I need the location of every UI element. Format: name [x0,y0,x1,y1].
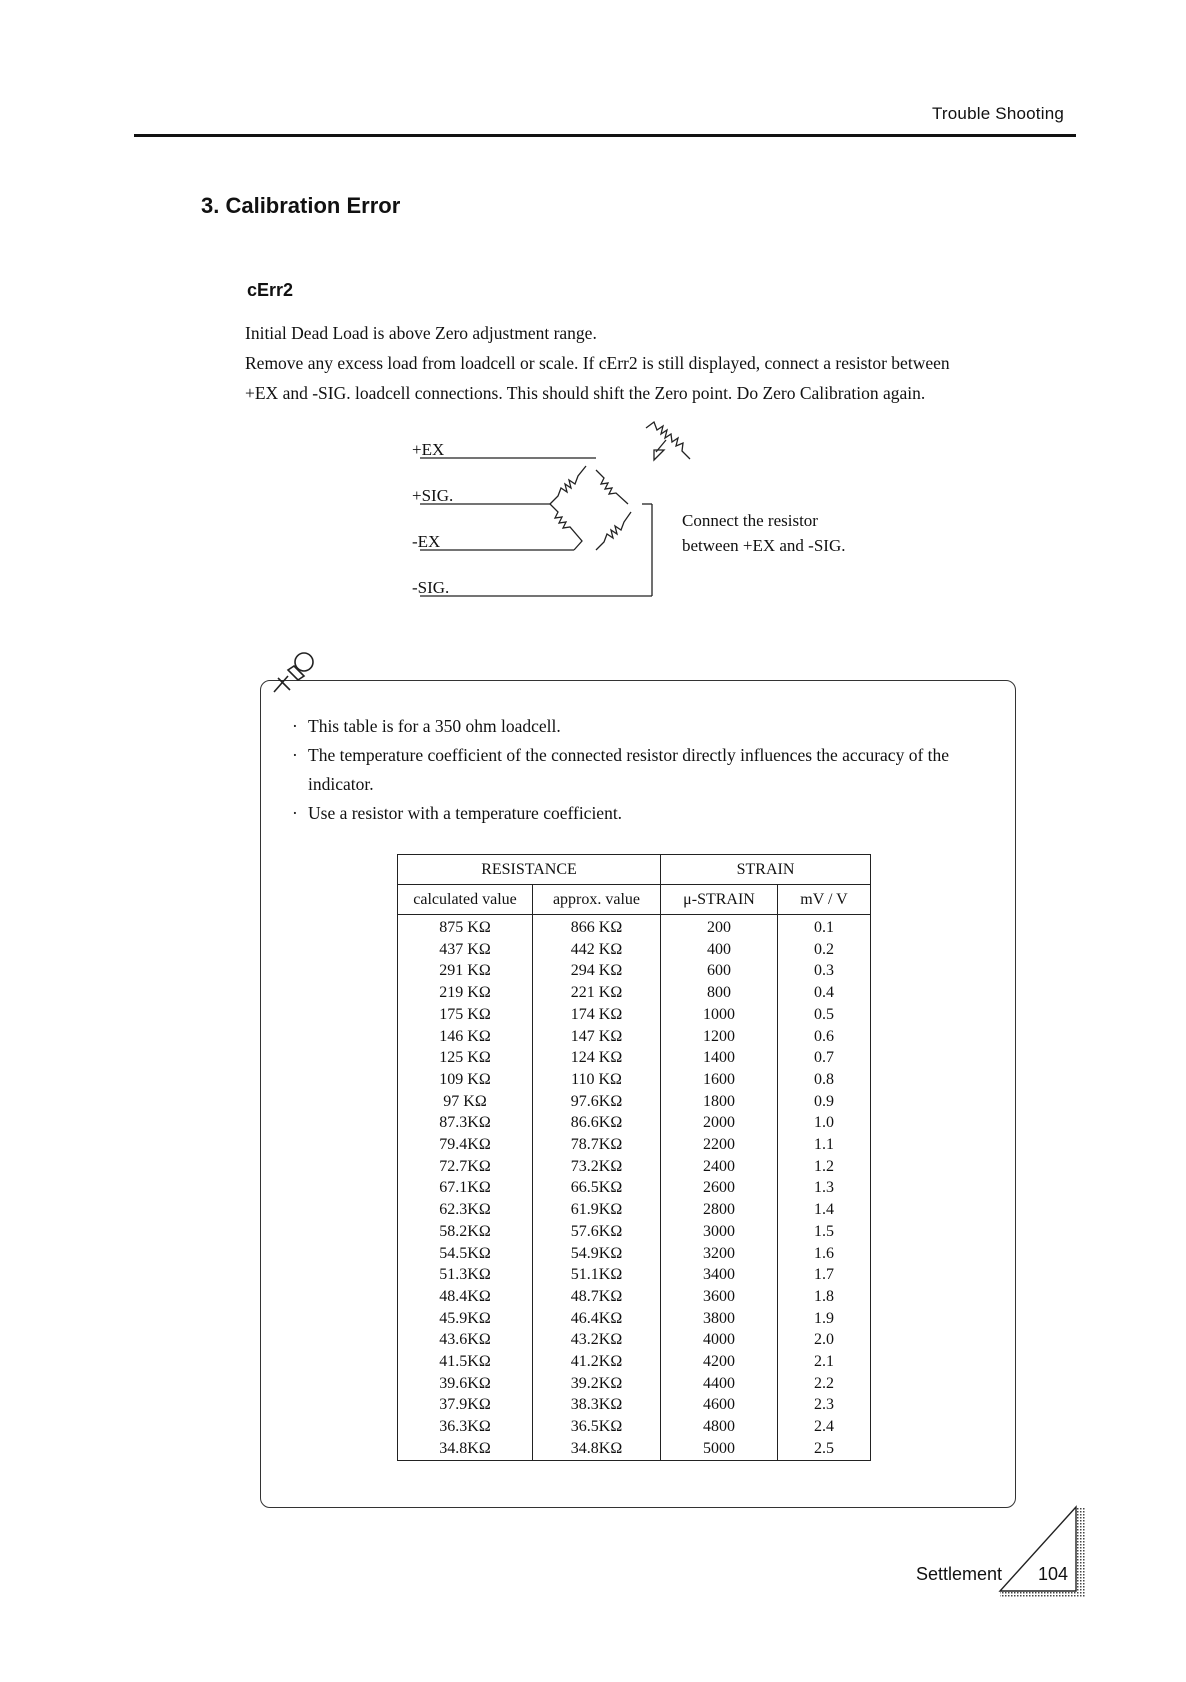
cell-micro-strain: 1600 [661,1069,778,1091]
table-row [398,960,871,982]
cell-mv-per-v: 0.1 [778,915,871,939]
column-header-calculated: calculated value [398,885,533,915]
cell-approx-value: 41.2KΩ [533,1351,661,1373]
column-header-mv-per-v: mV / V [778,885,871,915]
table-row [398,1243,871,1265]
cell-mv-per-v: 2.2 [778,1373,871,1395]
cell-calculated-value: 125 KΩ [398,1047,533,1069]
cell-approx-value: 51.1KΩ [533,1264,661,1286]
cell-calculated-value: 175 KΩ [398,1004,533,1026]
cell-micro-strain: 1400 [661,1047,778,1069]
cell-approx-value: 442 KΩ [533,939,661,961]
cell-calculated-value: 109 KΩ [398,1069,533,1091]
section-title: 3. Calibration Error [201,193,401,218]
cell-mv-per-v: 0.3 [778,960,871,982]
cell-calculated-value: 48.4KΩ [398,1286,533,1308]
external-resistor [646,422,690,459]
bridge-arm-bottom-right [596,512,631,550]
cell-micro-strain: 1800 [661,1091,778,1113]
group-header-resistance: RESISTANCE [398,855,661,885]
bridge-arm-bottom-left [550,504,582,550]
resistance-table-wrap [397,854,871,1461]
diagram-note [682,508,845,558]
note-bullets [292,712,972,828]
table-row [398,1177,871,1199]
note-bullet-1-text: This table is for a 350 ohm loadcell. [308,716,561,736]
table-row [398,982,871,1004]
cell-approx-value: 147 KΩ [533,1026,661,1048]
cell-micro-strain: 4200 [661,1351,778,1373]
table-row [398,1416,871,1438]
cell-micro-strain: 600 [661,960,778,982]
cell-mv-per-v: 0.2 [778,939,871,961]
cell-approx-value: 48.7KΩ [533,1286,661,1308]
cell-micro-strain: 3000 [661,1221,778,1243]
page-corner-triangle [996,1505,1092,1601]
cell-calculated-value: 87.3KΩ [398,1112,533,1134]
cell-approx-value: 43.2KΩ [533,1329,661,1351]
error-description [245,318,1095,408]
cell-approx-value: 110 KΩ [533,1069,661,1091]
table-row [398,1329,871,1351]
diagram-note-line-2: between +EX and -SIG. [682,536,846,555]
cell-mv-per-v: 1.6 [778,1243,871,1265]
note-bullet-3-text: Use a resistor with a temperature coefficient. [308,803,623,823]
table-row [398,1394,871,1416]
bridge-arm-top-left [550,466,586,504]
cell-micro-strain: 2000 [661,1112,778,1134]
cell-calculated-value: 437 KΩ [398,939,533,961]
header-title: Trouble Shooting [931,104,1064,123]
table-row [398,1351,871,1373]
cell-mv-per-v: 0.9 [778,1091,871,1113]
cell-micro-strain: 5000 [661,1438,778,1460]
cell-mv-per-v: 1.0 [778,1112,871,1134]
table-row [398,1199,871,1221]
table-row [398,1134,871,1156]
cell-micro-strain: 2400 [661,1156,778,1178]
error-code-title: cErr2 [247,280,294,300]
cell-micro-strain: 2200 [661,1134,778,1156]
cell-mv-per-v: 1.7 [778,1264,871,1286]
cell-micro-strain: 3400 [661,1264,778,1286]
note-bullet-2-text: The temperature coefficient of the connected resistor directly influences the accuracy of the indicator. [308,745,950,794]
cell-mv-per-v: 1.3 [778,1177,871,1199]
cell-calculated-value: 219 KΩ [398,982,533,1004]
cell-micro-strain: 4000 [661,1329,778,1351]
table-body [398,915,871,1461]
cell-micro-strain: 800 [661,982,778,1004]
cell-micro-strain: 3600 [661,1286,778,1308]
cell-approx-value: 38.3KΩ [533,1394,661,1416]
footer-label: Settlement [916,1564,1003,1584]
cell-calculated-value: 875 KΩ [398,915,533,939]
cell-calculated-value: 97 KΩ [398,1091,533,1113]
cell-calculated-value: 291 KΩ [398,960,533,982]
header-rule [134,134,1076,137]
cell-approx-value: 66.5KΩ [533,1177,661,1199]
table-row [398,1069,871,1091]
cell-calculated-value: 62.3KΩ [398,1199,533,1221]
cell-mv-per-v: 2.5 [778,1438,871,1460]
terminal-sig-minus: -SIG. [412,578,450,597]
cell-calculated-value: 54.5KΩ [398,1243,533,1265]
cell-calculated-value: 37.9KΩ [398,1394,533,1416]
cell-mv-per-v: 2.0 [778,1329,871,1351]
terminal-ex-minus: -EX [412,532,441,551]
table-row [398,1026,871,1048]
cell-calculated-value: 58.2KΩ [398,1221,533,1243]
cell-approx-value: 866 KΩ [533,915,661,939]
error-line-2: Remove any excess load from loadcell or scale. If cErr2 is still displayed, connect a resistor between [245,353,950,373]
table-row [398,1091,871,1113]
cell-mv-per-v: 2.1 [778,1351,871,1373]
cell-mv-per-v: 0.4 [778,982,871,1004]
table-row [398,1438,871,1460]
resistor-arrow [654,450,664,460]
cell-mv-per-v: 1.8 [778,1286,871,1308]
cell-approx-value: 57.6KΩ [533,1221,661,1243]
terminal-ex-plus: +EX [412,440,445,459]
cell-approx-value: 174 KΩ [533,1004,661,1026]
cell-micro-strain: 3800 [661,1308,778,1330]
table-row [398,1112,871,1134]
note-bullet-2: · The temperature coefficient of the connected resistor directly influences the accuracy of the indicator. [292,745,950,794]
table-row [398,1264,871,1286]
cell-calculated-value: 36.3KΩ [398,1416,533,1438]
cell-mv-per-v: 2.3 [778,1394,871,1416]
cell-approx-value: 36.5KΩ [533,1416,661,1438]
column-header-approx: approx. value [533,885,661,915]
cell-calculated-value: 41.5KΩ [398,1351,533,1373]
cell-approx-value: 221 KΩ [533,982,661,1004]
group-header-strain: STRAIN [661,855,871,885]
cell-approx-value: 294 KΩ [533,960,661,982]
cell-mv-per-v: 0.7 [778,1047,871,1069]
error-line-3: +EX and -SIG. loadcell connections. This should shift the Zero point. Do Zero Calibration again. [245,383,926,403]
cell-approx-value: 34.8KΩ [533,1438,661,1460]
cell-micro-strain: 2800 [661,1199,778,1221]
cell-approx-value: 78.7KΩ [533,1134,661,1156]
cell-approx-value: 97.6KΩ [533,1091,661,1113]
terminal-sig-plus: +SIG. [412,486,454,505]
cell-micro-strain: 1200 [661,1026,778,1048]
cell-mv-per-v: 1.1 [778,1134,871,1156]
table-row [398,939,871,961]
cell-micro-strain: 200 [661,915,778,939]
cell-micro-strain: 4600 [661,1394,778,1416]
cell-calculated-value: 51.3KΩ [398,1264,533,1286]
table-row [398,1004,871,1026]
cell-approx-value: 86.6KΩ [533,1112,661,1134]
cell-mv-per-v: 0.5 [778,1004,871,1026]
cell-micro-strain: 4800 [661,1416,778,1438]
cell-approx-value: 54.9KΩ [533,1243,661,1265]
table-row [398,915,871,939]
column-header-micro-strain: μ-STRAIN [661,885,778,915]
cell-micro-strain: 4400 [661,1373,778,1395]
cell-calculated-value: 72.7KΩ [398,1156,533,1178]
cell-mv-per-v: 1.4 [778,1199,871,1221]
cell-micro-strain: 2600 [661,1177,778,1199]
cell-mv-per-v: 1.2 [778,1156,871,1178]
cell-calculated-value: 34.8KΩ [398,1438,533,1460]
cell-calculated-value: 79.4KΩ [398,1134,533,1156]
note-bullet-3: · Use a resistor with a temperature coefficient. [292,803,623,823]
resistance-strain-table [397,854,871,1461]
pushpin-icon [270,648,320,698]
note-bullet-1: · This table is for a 350 ohm loadcell. [292,716,561,736]
cell-approx-value: 46.4KΩ [533,1308,661,1330]
cell-approx-value: 61.9KΩ [533,1199,661,1221]
cell-micro-strain: 3200 [661,1243,778,1265]
cell-mv-per-v: 1.9 [778,1308,871,1330]
cell-calculated-value: 39.6KΩ [398,1373,533,1395]
cell-approx-value: 73.2KΩ [533,1156,661,1178]
cell-micro-strain: 400 [661,939,778,961]
cell-approx-value: 39.2KΩ [533,1373,661,1395]
cell-micro-strain: 1000 [661,1004,778,1026]
cell-calculated-value: 67.1KΩ [398,1177,533,1199]
cell-calculated-value: 43.6KΩ [398,1329,533,1351]
page-number: 104 [1038,1564,1069,1584]
cell-mv-per-v: 1.5 [778,1221,871,1243]
table-row [398,1308,871,1330]
bridge-arm-top-right [596,470,628,504]
table-row [398,1221,871,1243]
cell-calculated-value: 45.9KΩ [398,1308,533,1330]
cell-calculated-value: 146 KΩ [398,1026,533,1048]
diagram-note-line-1: Connect the resistor [682,511,818,530]
table-row [398,1156,871,1178]
error-line-1: Initial Dead Load is above Zero adjustment range. [245,323,597,343]
table-row [398,1373,871,1395]
cell-mv-per-v: 0.6 [778,1026,871,1048]
table-row [398,1286,871,1308]
cell-mv-per-v: 2.4 [778,1416,871,1438]
table-row [398,1047,871,1069]
cell-mv-per-v: 0.8 [778,1069,871,1091]
cell-approx-value: 124 KΩ [533,1047,661,1069]
